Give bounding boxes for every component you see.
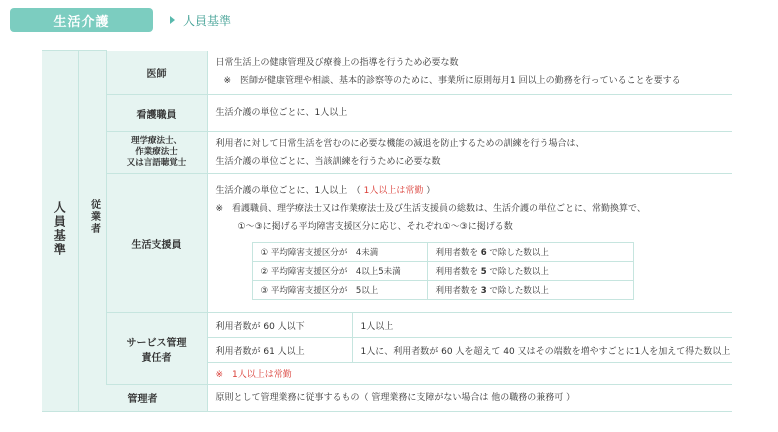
- doctor-line-2: ※ 医師が健康管理や相談、基本的診察等のために、事業所に原則毎月1 回以上の勤務を行っていることを要する: [223, 76, 681, 87]
- staffing-standards-table: [42, 50, 732, 412]
- ratio-value-3-num: 3: [480, 286, 487, 296]
- ratio-value-1-post: で除した数以上: [486, 248, 549, 258]
- ratio-value-1-num: 6: [480, 248, 487, 258]
- table-row: [42, 385, 732, 411]
- row-header-nurse: 看護職員: [106, 95, 207, 132]
- support-line-2: ※ 看護職員、理学療法士又は作業療法士及び生活支援員の総数は、生活介護の単位ごとに、常勤換算で、: [215, 204, 646, 214]
- ratio-value-3-pre: 利用者数を: [435, 286, 481, 296]
- fulltime-note: 1人以上は常勤: [360, 186, 424, 196]
- ratio-row: [252, 262, 633, 281]
- row-header-therapist: [106, 132, 207, 174]
- support-line-3: ①～③に掲げる平均障害支援区分に応じ、それぞれ①～③に掲げる数: [237, 222, 513, 232]
- service-manager-label-line-2: 責任者: [141, 352, 172, 364]
- service-manager-note: ※ 1人以上は常勤: [215, 370, 292, 380]
- ratio-value-2-num: 5: [480, 267, 487, 277]
- ratio-value-3: [427, 281, 633, 300]
- administrator-description: [207, 385, 732, 411]
- service-manager-condition-1: 利用者数が 60 人以下: [207, 313, 352, 338]
- table-row: [42, 313, 732, 338]
- ratio-value-2-post: で除した数以上: [486, 267, 549, 277]
- support-line-1: [216, 182, 725, 200]
- ratio-row: [252, 281, 633, 300]
- service-manager-value-1: 1人以上: [352, 313, 732, 338]
- ratio-row: [252, 243, 633, 262]
- support-line-1-end: ）: [423, 186, 436, 196]
- row-header-support: 生活支援員: [106, 174, 207, 313]
- ratio-value-3-post: で除した数以上: [486, 286, 549, 296]
- doctor-line-1: 日常生活上の健康管理及び療養上の指導を行うため必要な数: [215, 58, 459, 69]
- ratio-condition-2: ② 平均障害支援区分が 4以上5未満: [252, 262, 427, 281]
- group-label: 従業者: [88, 198, 100, 235]
- row-header-administrator: 管理者: [78, 385, 207, 411]
- therapist-line-1: 利用者に対して日常生活を営むのに必要な機能の減退を防止するための訓練を行う場合は、: [215, 138, 585, 149]
- therapist-label-line-3: 又は言語聴覚士: [126, 158, 187, 168]
- triangle-right-icon: [170, 16, 175, 24]
- administrator-line-1: 原則として管理業務に従事するもの（ 管理業務に支障がない場合は 他の職務の兼務可 ）: [215, 392, 576, 403]
- section-title-tab: 生活介護: [10, 8, 153, 32]
- row-header-doctor: 医師: [106, 51, 207, 95]
- nurse-description: [207, 95, 732, 132]
- table-row: [42, 51, 732, 95]
- service-manager-condition-2: 利用者数が 61 人以上: [207, 338, 352, 363]
- row-header-service-manager: [106, 313, 207, 385]
- ratio-value-2: [427, 262, 633, 281]
- service-manager-value-2: 1人に、利用者数が 60 人を超えて 40 又はその端数を増やすごとに1人を加えて得た数以上: [352, 338, 732, 363]
- service-manager-label-line-1: サービス管理: [126, 337, 187, 349]
- table-row: [42, 95, 732, 132]
- therapist-label-line-2: 作業療法士: [135, 147, 178, 157]
- nurse-line-1: 生活介護の単位ごとに、1人以上: [215, 108, 348, 118]
- outer-label: 人員基準: [52, 201, 67, 258]
- ratio-value-2-pre: 利用者数を: [435, 267, 481, 277]
- ratio-value-1: [427, 243, 633, 262]
- ratio-value-1-pre: 利用者数を: [435, 248, 481, 258]
- outer-label-cell: [42, 51, 78, 412]
- support-line-1-main: 生活介護の単位ごとに、1人以上 （: [215, 186, 361, 196]
- therapist-description: [207, 132, 732, 174]
- table-row: [42, 132, 732, 174]
- breadcrumb: 人員基準: [183, 14, 232, 28]
- therapist-line-2: 生活介護の単位ごとに、当該訓練を行うために必要な数: [215, 156, 441, 167]
- ratio-condition-1: ① 平均障害支援区分が 4未満: [252, 243, 427, 262]
- group-label-cell: [78, 51, 106, 386]
- support-ratio-table: [252, 242, 634, 300]
- therapist-label-line-1: 理学療法士、: [130, 136, 182, 146]
- doctor-description: [207, 51, 732, 95]
- support-description: [207, 174, 732, 313]
- table-row: [42, 174, 732, 313]
- ratio-condition-3: ③ 平均障害支援区分が 5以上: [252, 281, 427, 300]
